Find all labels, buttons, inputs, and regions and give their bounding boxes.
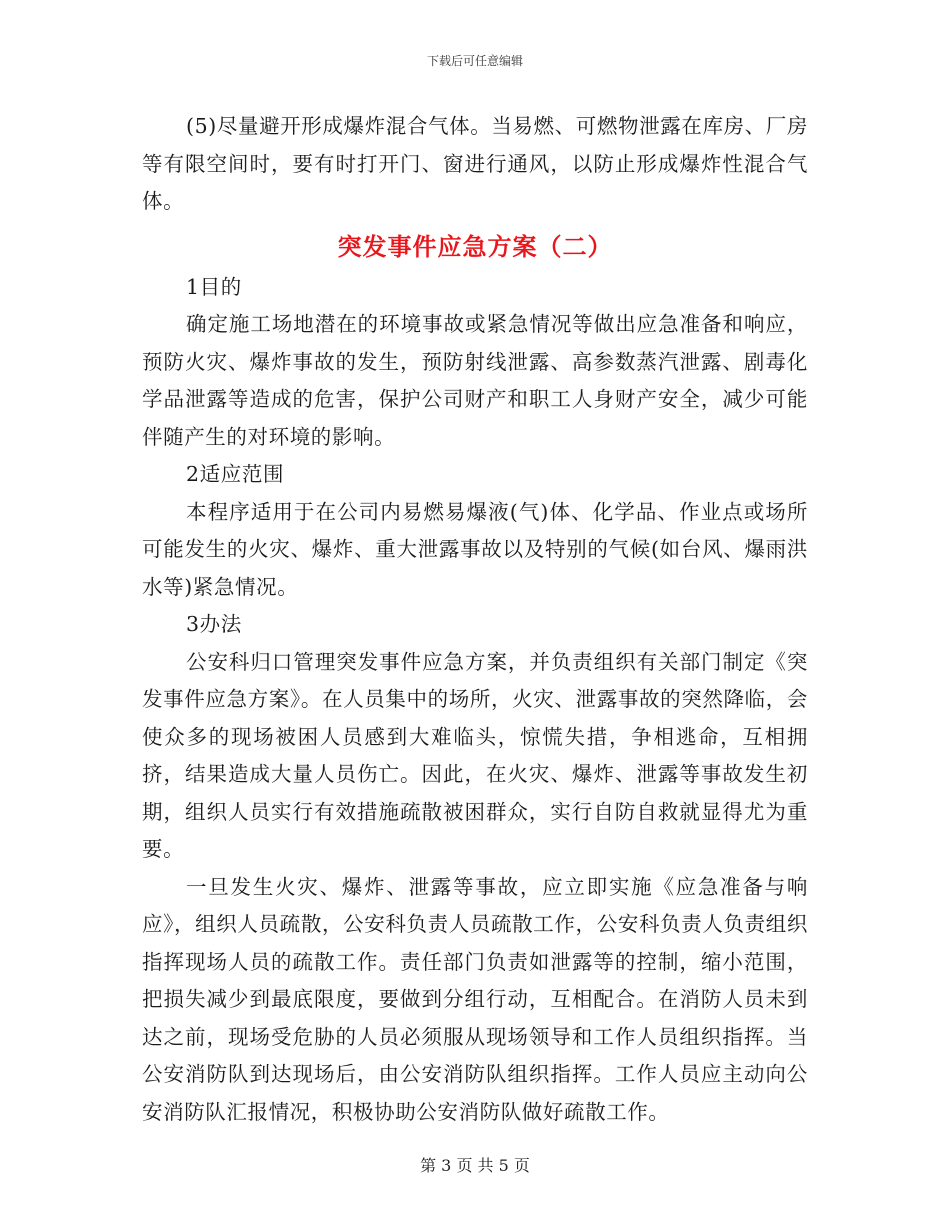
section3-heading: 3办法 (186, 612, 242, 636)
section1-heading: 1目的 (186, 274, 242, 299)
intro-paragraph: (5)尽量避开形成爆炸混合气体。当易燃、可燃物泄露在库房、厂房等有限空间时，要有时打开门、窗进行通风，以防止形成爆炸性混合气体。 (142, 114, 808, 213)
document-title: 突发事件应急方案（二） (337, 232, 613, 261)
section3-body1: 公安科归口管理突发事件应急方案，并负责组织有关部门制定《突发事件应急方案》。在人员集中的场所，火灾、泄露事故的突然降临，会使众多的现场被困人员感到大难临头，惊慌失措，争相逃命，互相拥挤，结果造成大量人员伤亡。因此，在火灾、爆炸、泄露等事故发生初期，组织人员实行有效措施疏散被困群众，实行自防自救就显得尤为重要。 (142, 649, 808, 861)
document-body (142, 108, 808, 1131)
page-number-footer: 第 3 页 共 5 页 (420, 1156, 530, 1175)
section2-heading: 2适应范围 (186, 462, 285, 486)
header-note: 下载后可任意编辑 (426, 54, 523, 68)
section2-body: 本程序适用于在公司内易燃易爆液(气)体、化学品、作业点或场所可能发生的火灾、爆炸、重大泄露事故以及特别的气候(如台风、爆雨洪水等)紧急情况。 (142, 499, 808, 599)
section3-body2: 一旦发生火灾、爆炸、泄露等事故，应立即实施《应急准备与响应》，组织人员疏散，公安科负责人员疏散工作，公安科负责人负责组织指挥现场人员的疏散工作。责任部门负责如泄露等的控制，缩小范围，把损失减少到最底限度，要做到分组行动，互相配合。在消防人员未到达之前，现场受危胁的人员必须服从现场领导和工作人员组织指挥。当公安消防队到达现场后，由公安消防队组织指挥。工作人员应主动向公安消防队汇报情况，积极协助公安消防队做好疏散工作。 (142, 874, 808, 1124)
section1-body: 确定施工场地潜在的环境事故或紧急情况等做出应急准备和响应，预防火灾、爆炸事故的发生，预防射线泄露、高参数蒸汽泄露、剧毒化学品泄露等造成的危害，保护公司财产和职工人身财产安全，减少可能伴随产生的对环境的影响。 (142, 312, 808, 449)
